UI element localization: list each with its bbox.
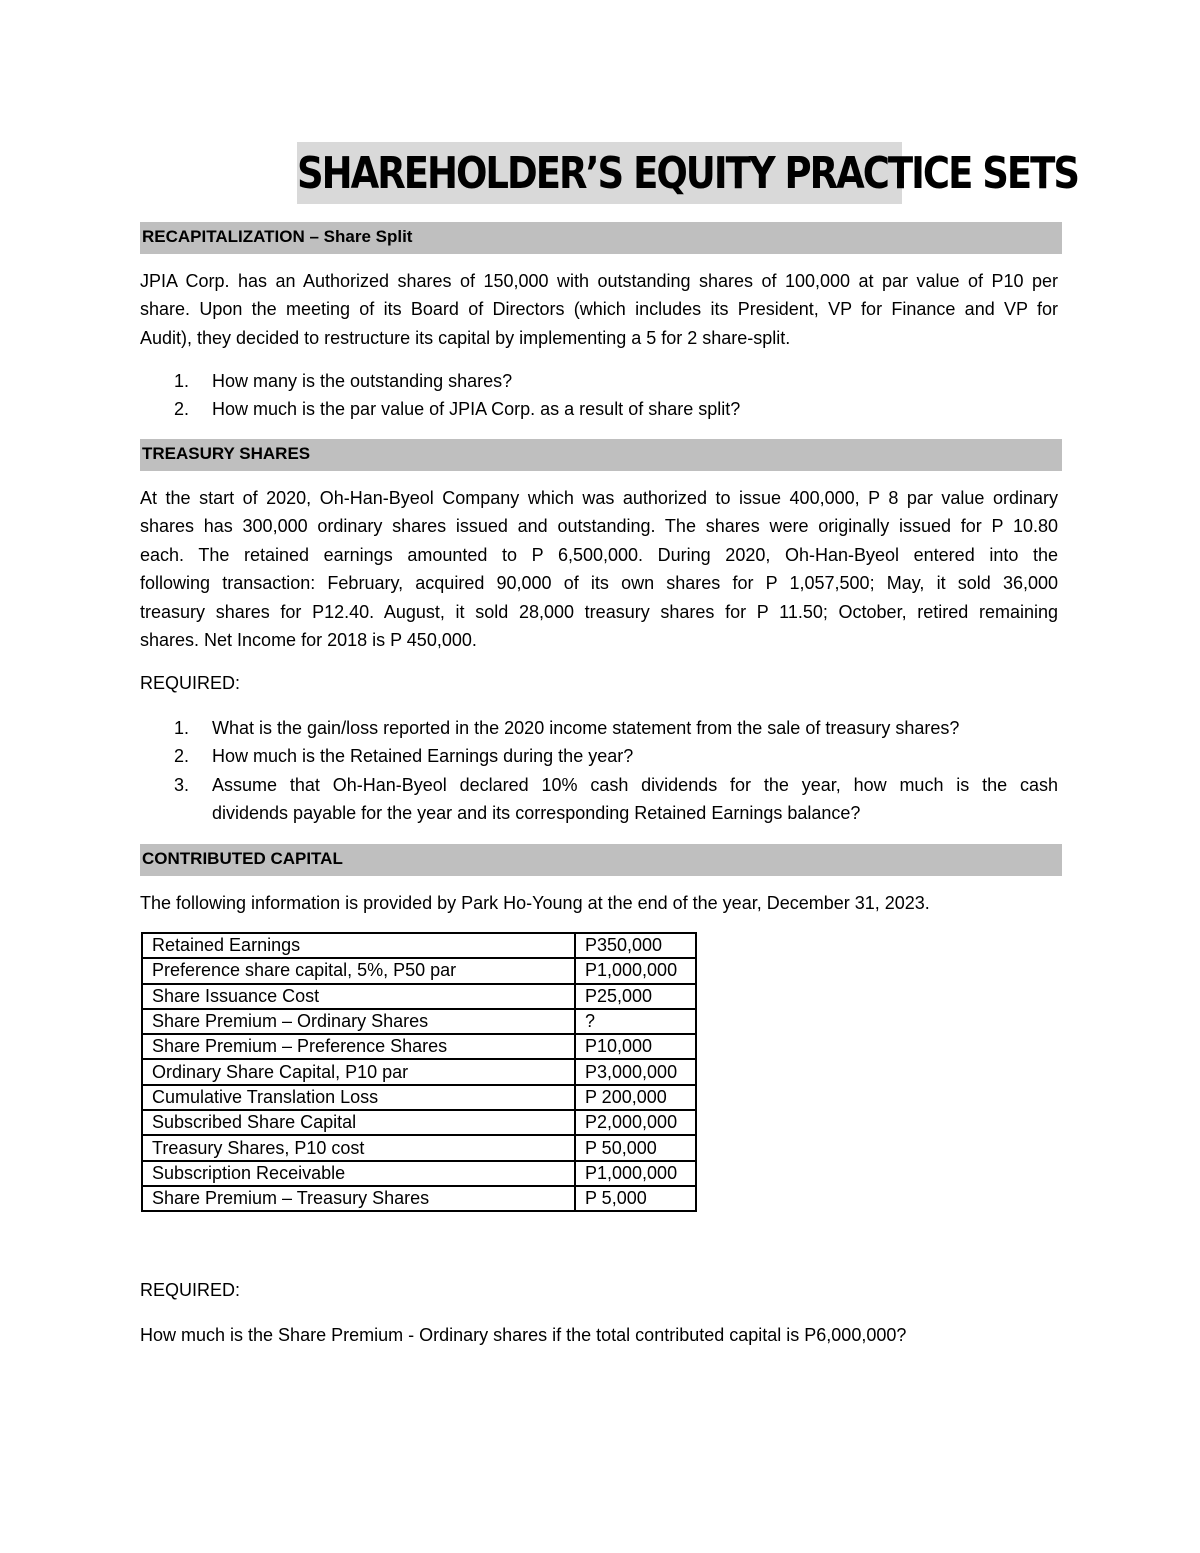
account-name-cell: Treasury Shares, P10 cost (142, 1135, 575, 1160)
list-number: 2. (174, 746, 190, 767)
section-heading-recapitalization (140, 222, 1062, 254)
table-row (142, 1059, 696, 1084)
account-name-cell: Share Issuance Cost (142, 984, 575, 1009)
paragraph-line: At the start of 2020, Oh-Han-Byeol Company which was authorized to issue 400,000, P 8 par value ordinary (140, 488, 1058, 508)
account-name-cell: Retained Earnings (142, 933, 575, 958)
paragraph-line: share. Upon the meeting of its Board of Directors (which includes its President, VP for Finance and VP for (140, 299, 1058, 320)
table-row (142, 1135, 696, 1160)
account-name-cell: Share Premium – Preference Shares (142, 1034, 575, 1059)
table-row (142, 984, 696, 1009)
table-row (142, 1186, 696, 1211)
account-name-cell: Subscribed Share Capital (142, 1110, 575, 1135)
paragraph-line: Audit), they decided to restructure its capital by implementing a 5 for 2 share-split. (140, 327, 791, 348)
table-row (142, 1110, 696, 1135)
contributed-intro (140, 889, 1058, 917)
recap-question-list (140, 367, 1058, 424)
list-item (140, 395, 1058, 423)
table-row (142, 1009, 696, 1034)
amount-cell: P10,000 (575, 1034, 696, 1059)
amount-cell: P 200,000 (575, 1085, 696, 1110)
list-item (140, 714, 1058, 742)
account-name-cell: Subscription Receivable (142, 1161, 575, 1186)
table-row (142, 933, 696, 958)
amount-cell: P2,000,000 (575, 1110, 696, 1135)
list-item (140, 771, 1058, 828)
amount-cell: P 50,000 (575, 1135, 696, 1160)
page-title: SHAREHOLDER’S EQUITY PRACTICE SETS (297, 148, 1079, 199)
paragraph-line: shares. Net Income for 2018 is P 450,000. (140, 630, 477, 651)
list-item (140, 742, 1058, 770)
question-text: dividends payable for the year and its corresponding Retained Earnings balance? (212, 803, 861, 824)
treasury-paragraph (140, 484, 1058, 654)
amount-cell: P350,000 (575, 933, 696, 958)
amount-cell: P3,000,000 (575, 1059, 696, 1084)
list-number: 1. (174, 718, 190, 738)
table-row (142, 958, 696, 983)
list-number: 1. (174, 371, 190, 391)
question-text: How much is the Retained Earnings during the year? (212, 746, 634, 767)
list-number: 3. (174, 774, 190, 795)
paragraph-line: JPIA Corp. has an Authorized shares of 150,000 with outstanding shares of 100,000 at par value of P10 per (140, 271, 1058, 291)
paragraph-line: treasury shares for P12.40. August, it sold 28,000 treasury shares for P 11.50; October, retired remaining (140, 601, 1058, 622)
section-heading-contributed-capital (140, 844, 1062, 876)
section-heading-label: RECAPITALIZATION – Share Split (142, 227, 413, 246)
account-name-cell: Share Premium – Ordinary Shares (142, 1009, 575, 1034)
question-text: Assume that Oh-Han-Byeol declared 10% cash dividends for the year, how much is the cash (212, 774, 1058, 795)
account-name-cell: Share Premium – Treasury Shares (142, 1186, 575, 1211)
required-label: REQUIRED: (140, 1280, 241, 1300)
paragraph-line: The following information is provided by Park Ho-Young at the end of the year, December 31, 2023. (140, 893, 930, 913)
table-row (142, 1085, 696, 1110)
list-number: 2. (174, 399, 190, 420)
amount-cell: P1,000,000 (575, 958, 696, 983)
account-name-cell: Ordinary Share Capital, P10 par (142, 1059, 575, 1084)
account-name-cell: Preference share capital, 5%, P50 par (142, 958, 575, 983)
amount-cell: P1,000,000 (575, 1161, 696, 1186)
contributed-question: How much is the Share Premium - Ordinary shares if the total contributed capital is P6,000,000? (140, 1325, 907, 1345)
list-item (140, 367, 1058, 395)
question-text: How many is the outstanding shares? (212, 371, 513, 391)
question-text: How much is the par value of JPIA Corp. as a result of share split? (212, 399, 741, 420)
amount-cell: ? (575, 1009, 696, 1034)
section-heading-treasury-shares (140, 439, 1062, 471)
section-heading-label: TREASURY SHARES (142, 444, 311, 463)
question-text: What is the gain/loss reported in the 2020 income statement from the sale of treasury shares? (212, 718, 960, 738)
title-banner (297, 142, 1079, 204)
treasury-question-list (140, 714, 1058, 828)
paragraph-line: shares has 300,000 ordinary shares issued and outstanding. The shares were originally issued for P 10.80 (140, 516, 1058, 537)
account-name-cell: Cumulative Translation Loss (142, 1085, 575, 1110)
required-label: REQUIRED: (140, 673, 241, 693)
recap-paragraph (140, 267, 1058, 352)
section-heading-label: CONTRIBUTED CAPITAL (142, 849, 343, 868)
contributed-capital-table (141, 932, 697, 1212)
amount-cell: P25,000 (575, 984, 696, 1009)
paragraph-line: following transaction: February, acquired 90,000 of its own shares for P 1,057,500; May, it sold 36,000 (140, 573, 1058, 594)
paragraph-line: each. The retained earnings amounted to P 6,500,000. During 2020, Oh-Han-Byeol entered into the (140, 544, 1058, 565)
amount-cell: P 5,000 (575, 1186, 696, 1211)
table-row (142, 1034, 696, 1059)
table-row (142, 1161, 696, 1186)
